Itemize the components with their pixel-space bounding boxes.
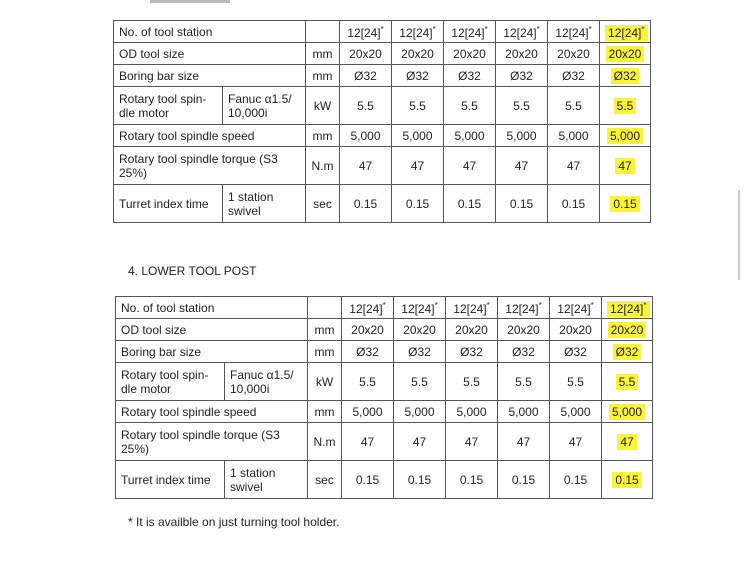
- value-cell: [550, 341, 602, 363]
- highlighted-value-cell: [600, 185, 651, 223]
- value-text: 47: [358, 158, 373, 173]
- value-cell: [342, 423, 394, 461]
- value-cell: [340, 185, 392, 223]
- row-label: Boring bar size: [114, 65, 306, 87]
- value-cell: [392, 21, 444, 43]
- value-cell: [444, 147, 496, 185]
- value-text: 5.5: [411, 374, 428, 389]
- value-cell: [394, 341, 446, 363]
- unit-cell: N.m: [308, 423, 342, 461]
- unit-cell: sec: [306, 185, 340, 223]
- value-text: 47: [360, 434, 375, 449]
- unit-cell: [306, 21, 340, 43]
- row-sublabel: Fanuc α1.5/ 10,000i: [223, 87, 306, 125]
- value-cell: [392, 43, 444, 65]
- value-cell: [548, 65, 600, 87]
- table-row: [114, 185, 651, 223]
- value-text: 47: [615, 158, 634, 174]
- value-text: 5.5: [359, 374, 376, 389]
- value-cell: [446, 319, 498, 341]
- value-text: 47: [568, 434, 583, 449]
- value-cell: [446, 297, 498, 319]
- value-text: Ø32: [460, 344, 483, 359]
- lower-tool-post-table: [115, 296, 653, 499]
- footnote-marker: *: [641, 25, 645, 34]
- value-text: 5,000: [607, 128, 643, 144]
- value-cell: [340, 65, 392, 87]
- value-cell: [446, 341, 498, 363]
- value-text: Ø32: [613, 344, 642, 360]
- footnote-marker: *: [382, 301, 386, 310]
- value-text: 20x20: [507, 322, 540, 337]
- value-text: Ø32: [562, 68, 585, 83]
- value-cell: [496, 65, 548, 87]
- value-cell: [342, 401, 394, 423]
- unit-cell: mm: [306, 43, 340, 65]
- value-text: 20x20: [505, 46, 538, 61]
- value-text: 5.5: [513, 98, 530, 113]
- value-cell: [550, 401, 602, 423]
- row-sublabel: 1 station swivel: [223, 185, 306, 223]
- value-text: 47: [410, 158, 425, 173]
- value-text: 47: [566, 158, 581, 173]
- value-text: 12[24]: [349, 302, 383, 316]
- row-label: Boring bar size: [116, 341, 308, 363]
- highlighted-value-cell: [602, 319, 653, 341]
- value-text: 47: [617, 434, 636, 450]
- value-text: 0.15: [353, 196, 378, 211]
- value-text: Ø32: [510, 68, 533, 83]
- value-cell: [496, 43, 548, 65]
- value-cell: [394, 423, 446, 461]
- footnote: * It is availble on just turning tool holder.: [128, 515, 340, 529]
- footnote-marker: *: [538, 301, 542, 310]
- table-row: [114, 147, 651, 185]
- value-text: 0.15: [612, 472, 641, 488]
- value-text: 47: [412, 434, 427, 449]
- table-row: [116, 363, 653, 401]
- right-edge-mark: [738, 190, 740, 280]
- footnote-marker: *: [434, 301, 438, 310]
- value-text: 12[24]: [503, 26, 537, 40]
- value-cell: [548, 21, 600, 43]
- unit-cell: mm: [308, 401, 342, 423]
- value-cell: [496, 21, 548, 43]
- value-text: 12[24]: [555, 26, 589, 40]
- value-cell: [444, 21, 496, 43]
- value-text: 20x20: [455, 322, 488, 337]
- value-cell: [444, 65, 496, 87]
- value-text: Ø32: [458, 68, 481, 83]
- value-text: 20x20: [349, 46, 382, 61]
- value-text: 0.15: [407, 472, 432, 487]
- value-cell: [444, 87, 496, 125]
- value-cell: [394, 319, 446, 341]
- value-cell: [394, 297, 446, 319]
- value-cell: [548, 87, 600, 125]
- value-text: 0.15: [610, 196, 639, 212]
- value-cell: [446, 401, 498, 423]
- value-cell: [394, 401, 446, 423]
- footnote-marker: *: [486, 301, 490, 310]
- value-text: 12[24]: [401, 302, 435, 316]
- value-cell: [498, 319, 550, 341]
- table-row: [114, 125, 651, 147]
- row-label: No. of tool station: [116, 297, 308, 319]
- value-text: 12[24]: [399, 26, 433, 40]
- value-text: 5.5: [461, 98, 478, 113]
- value-cell: [498, 297, 550, 319]
- table-row: [116, 341, 653, 363]
- unit-cell: kW: [306, 87, 340, 125]
- footnote-marker: *: [380, 25, 384, 34]
- value-cell: [498, 363, 550, 401]
- unit-cell: sec: [308, 461, 342, 499]
- value-cell: [498, 401, 550, 423]
- value-text: 20x20: [557, 46, 590, 61]
- value-text: 5,000: [352, 404, 383, 419]
- value-text: 0.15: [405, 196, 430, 211]
- value-text: 12[24]: [557, 302, 591, 316]
- value-cell: [446, 461, 498, 499]
- value-text: Ø32: [406, 68, 429, 83]
- value-cell: [548, 147, 600, 185]
- value-cell: [342, 319, 394, 341]
- value-cell: [392, 65, 444, 87]
- value-text: 5.5: [614, 98, 637, 114]
- value-cell: [392, 185, 444, 223]
- unit-cell: mm: [308, 319, 342, 341]
- value-text: 12[24]: [347, 26, 381, 40]
- highlighted-value-cell: [602, 401, 653, 423]
- value-cell: [496, 125, 548, 147]
- value-text: 5.5: [463, 374, 480, 389]
- footnote-marker: *: [588, 25, 592, 34]
- value-cell: [548, 185, 600, 223]
- highlighted-value-cell: [600, 65, 651, 87]
- value-cell: [340, 43, 392, 65]
- table-row: [116, 423, 653, 461]
- value-cell: [444, 185, 496, 223]
- unit-cell: mm: [306, 125, 340, 147]
- highlighted-value-cell: [600, 125, 651, 147]
- highlighted-value-cell: [600, 21, 651, 43]
- row-label: Rotary tool spindle torque (S3 25%): [114, 147, 306, 185]
- value-cell: [496, 147, 548, 185]
- table-row: [114, 43, 651, 65]
- top-edge-mark: [150, 0, 230, 3]
- value-text: 5,000: [506, 128, 537, 143]
- value-cell: [548, 43, 600, 65]
- value-cell: [340, 147, 392, 185]
- highlighted-value-cell: [602, 461, 653, 499]
- row-label: Rotary tool spindle torque (S3 25%): [116, 423, 308, 461]
- value-cell: [496, 185, 548, 223]
- table-row: [116, 401, 653, 423]
- row-sublabel: Fanuc α1.5/ 10,000i: [225, 363, 308, 401]
- value-text: 5.5: [565, 98, 582, 113]
- value-text: Ø32: [564, 344, 587, 359]
- value-cell: [498, 423, 550, 461]
- value-cell: [392, 125, 444, 147]
- value-cell: [342, 341, 394, 363]
- value-text: 20x20: [453, 46, 486, 61]
- table-row: [114, 87, 651, 125]
- unit-cell: mm: [306, 65, 340, 87]
- value-cell: [444, 43, 496, 65]
- value-text: 5,000: [404, 404, 435, 419]
- value-cell: [548, 125, 600, 147]
- row-label: Rotary tool spindle speed: [114, 125, 306, 147]
- value-cell: [550, 461, 602, 499]
- value-text: 20x20: [401, 46, 434, 61]
- value-cell: [498, 461, 550, 499]
- value-text: Ø32: [611, 68, 640, 84]
- value-cell: [444, 125, 496, 147]
- row-label: OD tool size: [116, 319, 308, 341]
- value-text: 20x20: [606, 46, 645, 62]
- highlighted-value-cell: [602, 297, 653, 319]
- value-text: 20x20: [403, 322, 436, 337]
- unit-cell: N.m: [306, 147, 340, 185]
- value-text: 47: [516, 434, 531, 449]
- footnote-marker: *: [432, 25, 436, 34]
- value-cell: [550, 423, 602, 461]
- row-label: Rotary tool spindle speed: [116, 401, 308, 423]
- highlighted-value-cell: [602, 423, 653, 461]
- row-label: Rotary tool spin-dle motor: [114, 87, 223, 125]
- table-row: [114, 65, 651, 87]
- value-text: 20x20: [608, 322, 647, 338]
- value-text: 5,000: [558, 128, 589, 143]
- value-text: 0.15: [459, 472, 484, 487]
- value-cell: [394, 461, 446, 499]
- value-cell: [342, 363, 394, 401]
- value-cell: [342, 461, 394, 499]
- value-text: 20x20: [351, 322, 384, 337]
- highlighted-value-cell: [600, 147, 651, 185]
- row-label: No. of tool station: [114, 21, 306, 43]
- table-row: [114, 21, 651, 43]
- footnote-marker: *: [484, 25, 488, 34]
- value-text: 12[24]*: [607, 301, 650, 317]
- value-cell: [550, 297, 602, 319]
- value-text: 12[24]*: [605, 25, 648, 41]
- value-text: Ø32: [356, 344, 379, 359]
- value-text: 12[24]: [505, 302, 539, 316]
- footnote-marker: *: [536, 25, 540, 34]
- row-label: OD tool size: [114, 43, 306, 65]
- value-text: 5.5: [515, 374, 532, 389]
- value-text: 0.15: [561, 196, 586, 211]
- table-row: [116, 297, 653, 319]
- value-text: 5.5: [567, 374, 584, 389]
- value-text: 5.5: [616, 374, 639, 390]
- value-text: 5,000: [560, 404, 591, 419]
- footnote-marker: *: [643, 301, 647, 310]
- value-text: 47: [514, 158, 529, 173]
- value-cell: [392, 87, 444, 125]
- value-cell: [340, 21, 392, 43]
- row-label: Turret index time: [114, 185, 223, 223]
- value-text: 5.5: [409, 98, 426, 113]
- value-cell: [342, 297, 394, 319]
- value-text: 12[24]: [453, 302, 487, 316]
- value-text: 0.15: [457, 196, 482, 211]
- value-cell: [392, 147, 444, 185]
- value-text: 0.15: [563, 472, 588, 487]
- section-title-lower-tool-post: 4. LOWER TOOL POST: [128, 264, 257, 278]
- highlighted-value-cell: [602, 363, 653, 401]
- value-text: 5,000: [508, 404, 539, 419]
- value-text: 47: [462, 158, 477, 173]
- value-cell: [340, 125, 392, 147]
- unit-cell: mm: [308, 341, 342, 363]
- value-text: 0.15: [355, 472, 380, 487]
- unit-cell: [308, 297, 342, 319]
- value-text: 5,000: [454, 128, 485, 143]
- value-cell: [496, 87, 548, 125]
- value-text: 5,000: [402, 128, 433, 143]
- value-text: 0.15: [509, 196, 534, 211]
- value-text: Ø32: [408, 344, 431, 359]
- value-cell: [340, 87, 392, 125]
- value-cell: [498, 341, 550, 363]
- row-label: Turret index time: [116, 461, 225, 499]
- value-text: 47: [464, 434, 479, 449]
- footnote-marker: *: [590, 301, 594, 310]
- value-text: 5,000: [609, 404, 645, 420]
- value-text: Ø32: [354, 68, 377, 83]
- table-row: [116, 461, 653, 499]
- table-row: [116, 319, 653, 341]
- value-text: 5,000: [350, 128, 381, 143]
- value-text: 5.5: [357, 98, 374, 113]
- unit-cell: kW: [308, 363, 342, 401]
- highlighted-value-cell: [602, 341, 653, 363]
- row-label: Rotary tool spin-dle motor: [116, 363, 225, 401]
- highlighted-value-cell: [600, 87, 651, 125]
- value-cell: [446, 423, 498, 461]
- row-sublabel: 1 station swivel: [225, 461, 308, 499]
- value-cell: [550, 363, 602, 401]
- upper-tool-post-table: [113, 20, 651, 223]
- highlighted-value-cell: [600, 43, 651, 65]
- value-text: 12[24]: [451, 26, 485, 40]
- value-cell: [446, 363, 498, 401]
- value-text: 20x20: [559, 322, 592, 337]
- value-text: 0.15: [511, 472, 536, 487]
- value-cell: [550, 319, 602, 341]
- value-text: 5,000: [456, 404, 487, 419]
- value-text: Ø32: [512, 344, 535, 359]
- value-cell: [394, 363, 446, 401]
